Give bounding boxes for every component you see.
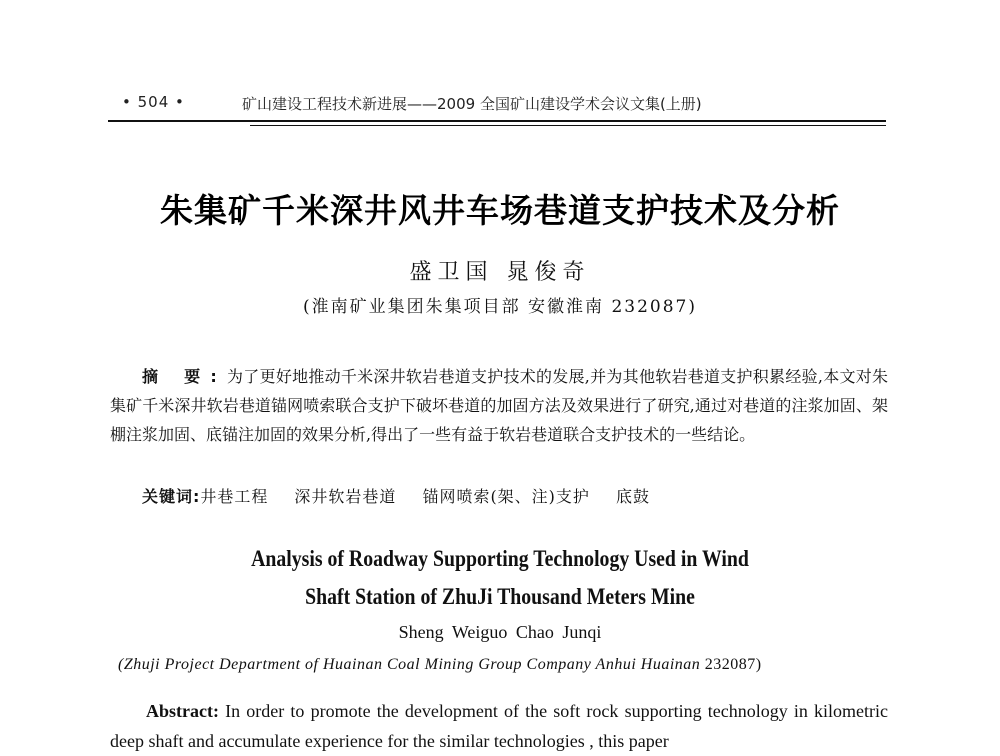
abstract-cn-text: 为了更好地推动千米深井软岩巷道支护技术的发展,并为其他软岩巷道支护积累经验,本文对朱集矿千米深井软岩巷道锚网喷索联合支护下破坏巷道的加固方法及效果进行了研究,通过对巷道的注浆加固、架棚注浆加固、底锚注加固的效果分析,得出了一些有益于软岩巷道联合支护技术的一些结论。 xyxy=(110,367,888,444)
affiliation-en-postcode: 232087) xyxy=(704,656,762,673)
keywords-cn xyxy=(142,484,676,507)
abstract-en-text: In order to promote the development of the soft rock supporting technology in kilometric deep shaft and accumulate experience for the similar technologies , this paper xyxy=(110,701,888,751)
keyword-item: 井巷工程 xyxy=(200,487,269,506)
paper-title-en-line1: Analysis of Roadway Supporting Technology Used in Wind xyxy=(251,546,749,571)
abstract-cn xyxy=(110,362,888,449)
keywords-cn-label: 关键词: xyxy=(142,487,201,506)
abstract-en-label: Abstract: xyxy=(146,701,219,721)
paper-title-cn: 朱集矿千米深井风井车场巷道支护技术及分析 xyxy=(160,191,840,230)
authors-cn: 盛卫国 晁俊奇 xyxy=(409,260,591,285)
keyword-item: 深井软岩巷道 xyxy=(294,487,397,506)
keyword-item: 底鼓 xyxy=(615,487,650,506)
page-number: • 504 • xyxy=(122,93,185,111)
running-title: 矿山建设工程技术新进展——2009 全国矿山建设学术会议文集(上册) xyxy=(242,95,702,113)
header-rule-thin xyxy=(250,125,886,126)
paper-title-en-line2: Shaft Station of ZhuJi Thousand Meters Mine xyxy=(305,584,695,609)
header-rule xyxy=(108,120,886,122)
abstract-cn-label: 摘 要: xyxy=(142,367,227,386)
keyword-item: 锚网喷索(架、注)支护 xyxy=(422,487,590,506)
abstract-en xyxy=(110,696,888,756)
authors-en: Sheng Weiguo Chao Junqi xyxy=(398,622,602,642)
running-header xyxy=(112,93,887,115)
affiliation-en-text: (Zhuji Project Department of Huainan Coal Mining Group Company Anhui Huainan xyxy=(118,656,701,673)
affiliation-cn: (淮南矿业集团朱集项目部 安徽淮南 232087) xyxy=(303,297,697,317)
affiliation-en xyxy=(118,656,888,674)
